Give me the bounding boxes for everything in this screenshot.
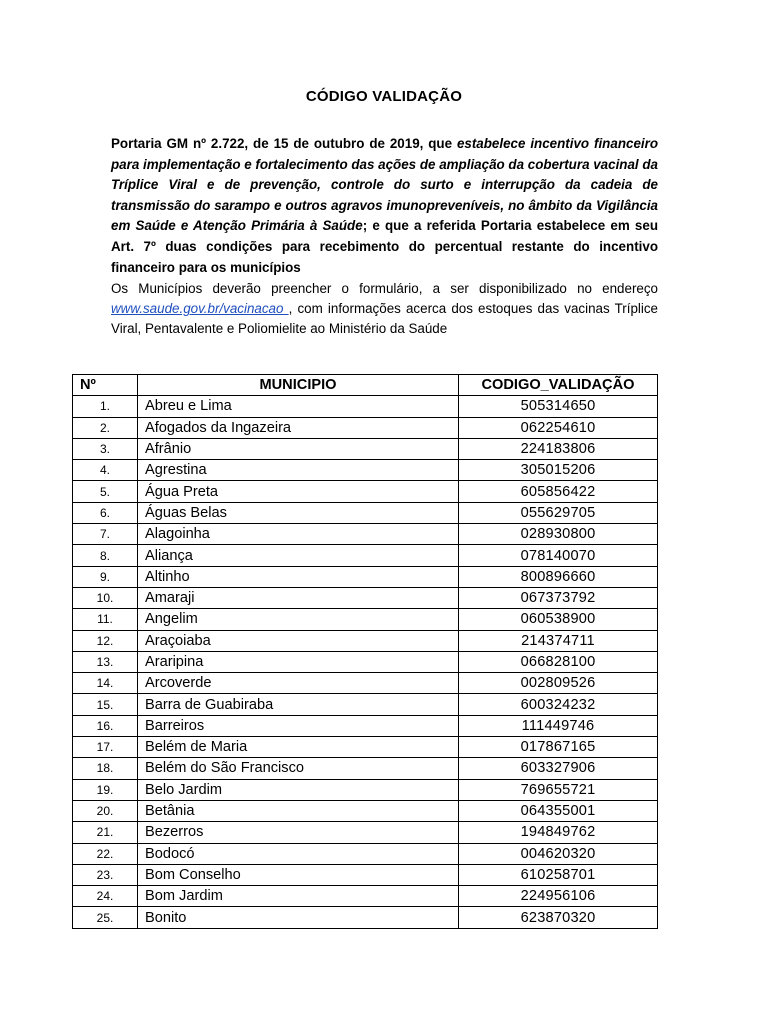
row-number: 11. bbox=[73, 609, 138, 630]
intro-paragraph bbox=[111, 134, 658, 278]
row-codigo: 224956106 bbox=[459, 886, 658, 907]
table-row bbox=[73, 460, 658, 481]
table-row bbox=[73, 843, 658, 864]
intro-text-italic: estabelece incentivo financeiro para implementação e fortalecimento das ações de ampliação da cobertura vacinal da Tríplice Viral e de prevenção, controle do surto e interrupção da cadeia de transmissão do sarampo e outros agravos imunopreveníveis, no âmbito da Vigilância em Saúde e Atenção Primária à Saúde bbox=[111, 136, 658, 234]
table-row bbox=[73, 822, 658, 843]
row-number: 1. bbox=[73, 396, 138, 417]
row-number: 4. bbox=[73, 460, 138, 481]
table-row bbox=[73, 907, 658, 928]
row-municipio: Bom Jardim bbox=[138, 886, 459, 907]
row-municipio: Amaraji bbox=[138, 587, 459, 608]
row-codigo: 224183806 bbox=[459, 438, 658, 459]
row-municipio: Águas Belas bbox=[138, 502, 459, 523]
row-number: 14. bbox=[73, 673, 138, 694]
row-municipio: Belém de Maria bbox=[138, 737, 459, 758]
row-municipio: Bom Conselho bbox=[138, 864, 459, 885]
table-row bbox=[73, 609, 658, 630]
intro-text-1: Portaria GM nº 2.722, de 15 de outubro de 2019, que bbox=[111, 136, 457, 151]
table-header-row bbox=[73, 375, 658, 396]
row-codigo: 067373792 bbox=[459, 587, 658, 608]
row-number: 7. bbox=[73, 524, 138, 545]
row-number: 16. bbox=[73, 715, 138, 736]
row-number: 19. bbox=[73, 779, 138, 800]
intro-text-3: ; e que a referida Portaria estabelece em seu Art. 7º duas condições para recebimento do percentual restante do incentivo financeiro para os municípios bbox=[111, 218, 658, 275]
validation-codes-table bbox=[72, 374, 658, 929]
row-number: 6. bbox=[73, 502, 138, 523]
row-municipio: Altinho bbox=[138, 566, 459, 587]
row-municipio: Barreiros bbox=[138, 715, 459, 736]
instruction-text-2: , com informações acerca dos estoques das vacinas Tríplice Viral, Pentavalente e Poliomielite ao Ministério da Saúde bbox=[111, 301, 658, 337]
row-codigo: 062254610 bbox=[459, 417, 658, 438]
row-number: 23. bbox=[73, 864, 138, 885]
row-municipio: Angelim bbox=[138, 609, 459, 630]
row-codigo: 017867165 bbox=[459, 737, 658, 758]
row-codigo: 111449746 bbox=[459, 715, 658, 736]
table-row bbox=[73, 630, 658, 651]
row-number: 25. bbox=[73, 907, 138, 928]
table-row bbox=[73, 800, 658, 821]
table-row bbox=[73, 417, 658, 438]
row-codigo: 623870320 bbox=[459, 907, 658, 928]
row-municipio: Bezerros bbox=[138, 822, 459, 843]
instruction-text-1: Os Municípios deverão preencher o formulário, a ser disponibilizado no endereço bbox=[111, 281, 658, 296]
table-row bbox=[73, 545, 658, 566]
table-body bbox=[73, 396, 658, 928]
row-codigo: 028930800 bbox=[459, 524, 658, 545]
table-row bbox=[73, 758, 658, 779]
row-codigo: 769655721 bbox=[459, 779, 658, 800]
row-municipio: Barra de Guabiraba bbox=[138, 694, 459, 715]
row-municipio: Afrânio bbox=[138, 438, 459, 459]
row-number: 9. bbox=[73, 566, 138, 587]
row-municipio: Araripina bbox=[138, 651, 459, 672]
row-number: 3. bbox=[73, 438, 138, 459]
row-codigo: 603327906 bbox=[459, 758, 658, 779]
table-row bbox=[73, 502, 658, 523]
row-codigo: 800896660 bbox=[459, 566, 658, 587]
row-municipio: Abreu e Lima bbox=[138, 396, 459, 417]
page-title: CÓDIGO VALIDAÇÃO bbox=[305, 88, 463, 105]
row-number: 8. bbox=[73, 545, 138, 566]
table-row bbox=[73, 651, 658, 672]
row-municipio: Alagoinha bbox=[138, 524, 459, 545]
row-municipio: Afogados da Ingazeira bbox=[138, 417, 459, 438]
table-row bbox=[73, 694, 658, 715]
header-codigo: CODIGO_VALIDAÇÃO bbox=[459, 375, 658, 396]
row-municipio: Araçoiaba bbox=[138, 630, 459, 651]
row-municipio: Agrestina bbox=[138, 460, 459, 481]
table-row bbox=[73, 779, 658, 800]
table-row bbox=[73, 864, 658, 885]
row-number: 21. bbox=[73, 822, 138, 843]
row-number: 17. bbox=[73, 737, 138, 758]
row-codigo: 600324232 bbox=[459, 694, 658, 715]
table-row bbox=[73, 886, 658, 907]
table-row bbox=[73, 566, 658, 587]
row-codigo: 610258701 bbox=[459, 864, 658, 885]
row-codigo: 214374711 bbox=[459, 630, 658, 651]
row-codigo: 305015206 bbox=[459, 460, 658, 481]
row-codigo: 605856422 bbox=[459, 481, 658, 502]
row-codigo: 078140070 bbox=[459, 545, 658, 566]
row-number: 5. bbox=[73, 481, 138, 502]
row-municipio: Arcoverde bbox=[138, 673, 459, 694]
row-number: 15. bbox=[73, 694, 138, 715]
row-number: 10. bbox=[73, 587, 138, 608]
row-codigo: 194849762 bbox=[459, 822, 658, 843]
row-codigo: 060538900 bbox=[459, 609, 658, 630]
row-codigo: 002809526 bbox=[459, 673, 658, 694]
row-number: 2. bbox=[73, 417, 138, 438]
row-number: 22. bbox=[73, 843, 138, 864]
table-row bbox=[73, 715, 658, 736]
table-row bbox=[73, 737, 658, 758]
vacinacao-link[interactable]: www.saude.gov.br/vacinacao bbox=[111, 301, 289, 317]
table-row bbox=[73, 396, 658, 417]
row-number: 13. bbox=[73, 651, 138, 672]
row-codigo: 055629705 bbox=[459, 502, 658, 523]
header-number: Nº bbox=[73, 375, 138, 396]
table-row bbox=[73, 524, 658, 545]
row-municipio: Bodocó bbox=[138, 843, 459, 864]
row-municipio: Betânia bbox=[138, 800, 459, 821]
row-number: 18. bbox=[73, 758, 138, 779]
table-row bbox=[73, 673, 658, 694]
table-row bbox=[73, 481, 658, 502]
row-number: 20. bbox=[73, 800, 138, 821]
row-codigo: 505314650 bbox=[459, 396, 658, 417]
row-municipio: Aliança bbox=[138, 545, 459, 566]
instruction-paragraph bbox=[111, 279, 658, 340]
row-number: 12. bbox=[73, 630, 138, 651]
row-municipio: Água Preta bbox=[138, 481, 459, 502]
row-municipio: Belo Jardim bbox=[138, 779, 459, 800]
table-row bbox=[73, 587, 658, 608]
row-codigo: 066828100 bbox=[459, 651, 658, 672]
table-row bbox=[73, 438, 658, 459]
row-codigo: 004620320 bbox=[459, 843, 658, 864]
row-municipio: Bonito bbox=[138, 907, 459, 928]
row-municipio: Belém do São Francisco bbox=[138, 758, 459, 779]
row-number: 24. bbox=[73, 886, 138, 907]
header-municipio: MUNICIPIO bbox=[138, 375, 459, 396]
row-codigo: 064355001 bbox=[459, 800, 658, 821]
